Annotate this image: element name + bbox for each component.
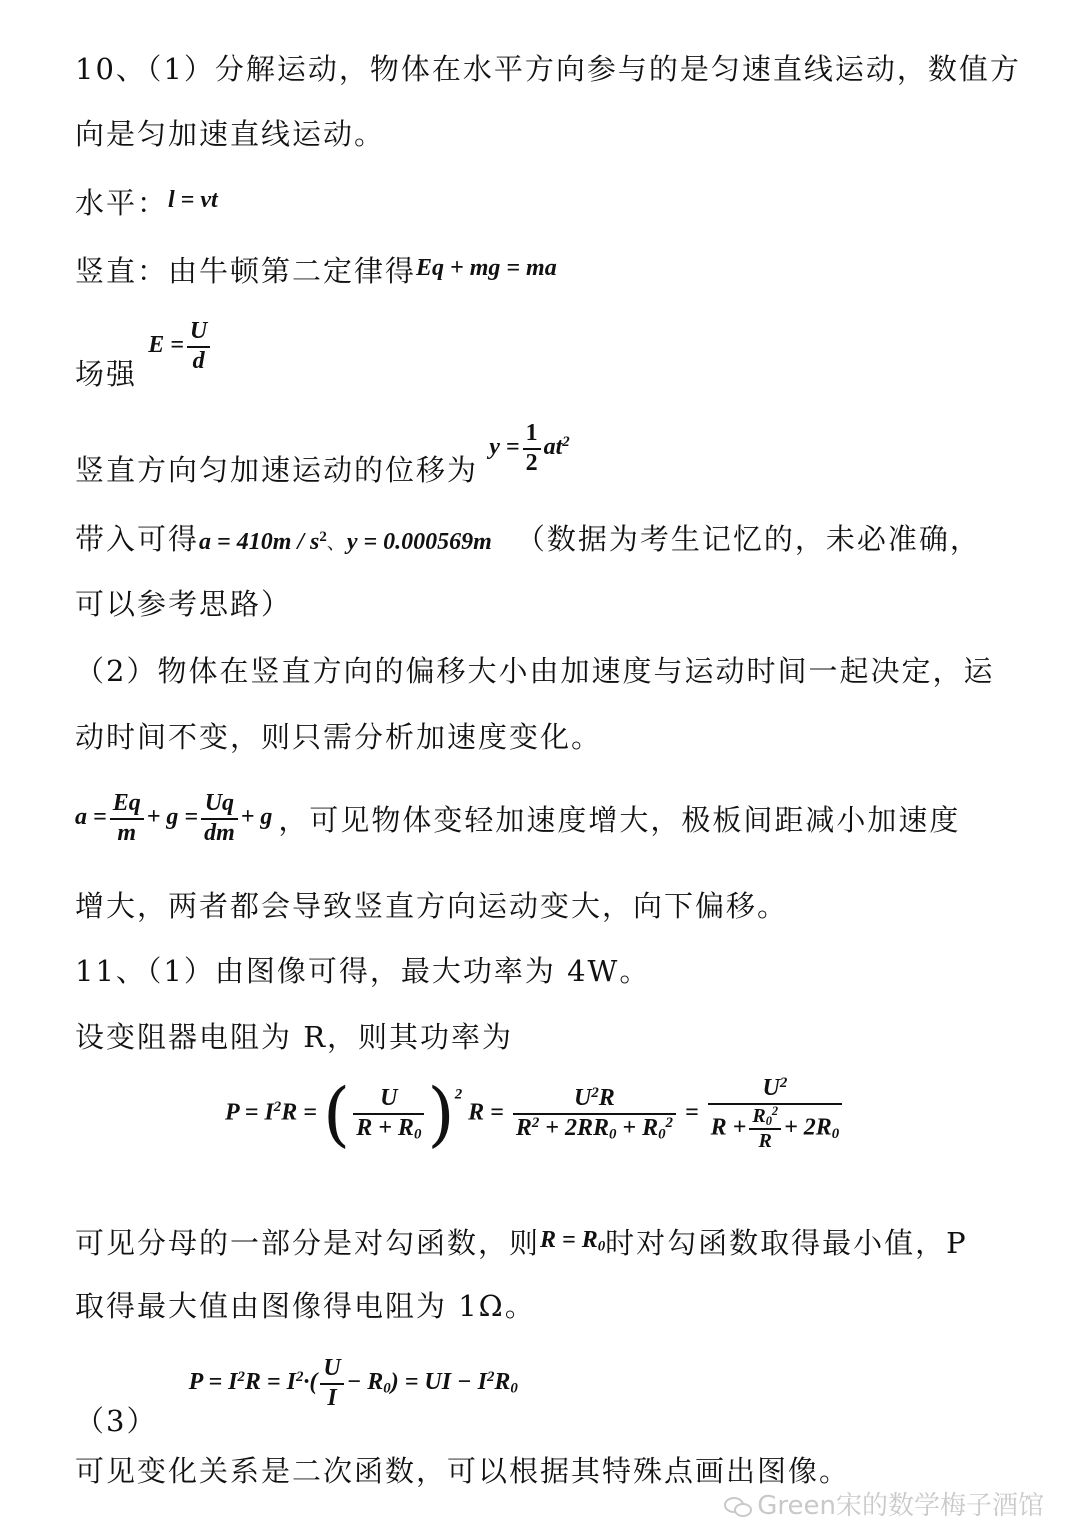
displacement-label: 竖直方向匀加速运动的位移为 [75,453,479,488]
watermark: Green宋的数学梅子酒馆 [723,1485,1044,1522]
vertical-equation: Eq + mg = ma [416,255,557,281]
horizontal-label: 水平： [75,186,169,220]
q10-part1-line2: 向是匀加速直线运动。 [75,117,386,151]
q11-part1-line2: 设变阻器电阻为 R，则其功率为 [75,1020,514,1054]
q10-vertical [75,256,557,286]
q10-part2-line1: （2）物体在竖直方向的偏移大小由加速度与运动时间一起决定，运 [75,654,995,688]
substitution-a: $a = 410m / s^2$ [199,528,327,555]
q10-part2-equation-line [75,790,960,847]
field-numerator: U [187,318,210,348]
q10-part2-line2: 动时间不变，则只需分析加速度变化。 [75,720,603,754]
q11-analysis-line1: 可见分母的一部分是对勾函数，则$^{R = R_0}$时对勾函数取得最小值，P [75,1226,968,1260]
substitution-y: y = 0.000569m [346,529,492,555]
analysis-equation: R = R0 [540,1227,606,1255]
q10-part1-line1: 10、（1）分解运动，物体在水平方向参与的是匀速直线运动，数值方 [75,52,1021,86]
q10-substitution-note-line2: 可以参考思路） [75,587,293,621]
part2-equation: a = $\frac{Eq}{m}$ + g = $\frac{Uq}{dm}$ + g [75,790,273,846]
field-label: 场强 [75,357,138,392]
substitution-label: 带入可得 [75,522,200,556]
part3-equation: $P = I^2R = I^2\cdot$( $\frac{U}{I}$ − $R_0$) = UI − $I^2R_0$ [188,1355,518,1411]
q11-part3 [75,1355,518,1439]
q11-analysis-line2: 取得最大值由图像得电阻为 1Ω。 [75,1289,536,1323]
q10-field [75,318,213,392]
part2-text: ，可见物体变轻加速度增大，极板间距减小加速度 [278,803,961,838]
q11-power-equation: $P = I^2R$ = ( $\frac{U}{R + R_0}$ )$^2$ R = $\frac{U^2R}{R^2 + 2RR_0 + R_0^2}$ = $U^2$ R + $\frac{R_0^2}{R}$ + $2R_0$ [225,1075,845,1153]
field-equation: E = $\frac{U}{d}$ [148,332,213,358]
vertical-label: 竖直：由牛顿第二定律得 [75,254,417,288]
substitution-note: （数据为考生记忆的，未必准确， [515,522,981,556]
q10-substitution: 带入可得$a = 410m / s^2$、y = 0.000569m （数据为考生记忆的，未必准确， [75,522,981,556]
horizontal-equation: l = vt [168,187,218,213]
q10-horizontal [75,188,218,218]
displacement-equation: y = $\frac{1}{2}$ $at^2$ [489,420,570,476]
wechat-icon [723,1496,753,1518]
part3-label: （3） [75,1404,158,1439]
q11-part1-line1: 11、（1）由图像可得，最大功率为 4W。 [75,954,651,988]
field-denominator: d [192,347,205,374]
q11-conclusion: 可见变化关系是二次函数，可以根据其特殊点画出图像。 [75,1454,851,1488]
q10-displacement [75,420,570,488]
q10-part2-line4: 增大，两者都会导致竖直方向运动变大，向下偏移。 [75,889,789,923]
